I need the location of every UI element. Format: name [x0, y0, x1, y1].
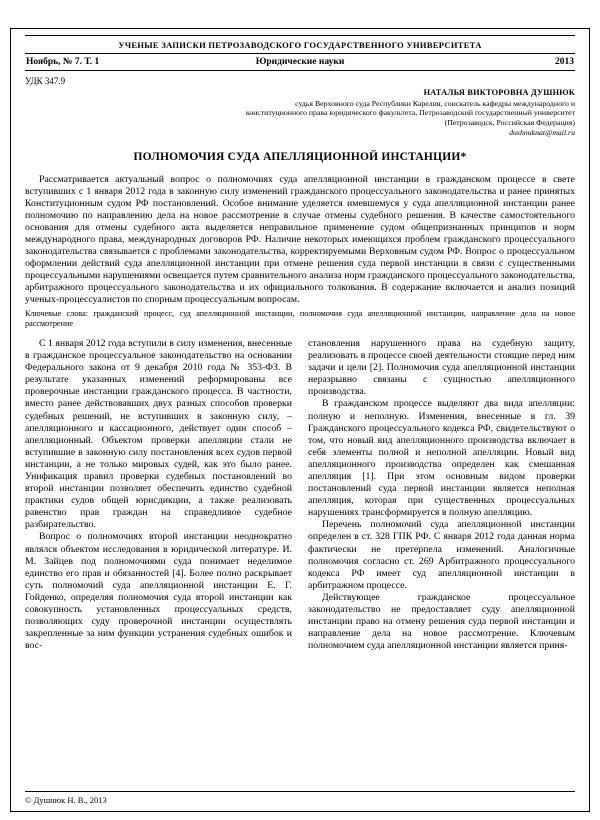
- udc-code: УДК 347.9: [25, 76, 66, 86]
- article-body: [25, 338, 575, 791]
- right-column: [308, 338, 575, 791]
- body-paragraph: В гражданском процессе выделяют два вида апелляции: полную и неполную. Изменения, внесенные в гл. 39 Гражданского процессуального кодекса РФ, свидетельствуют о том, что новый вид апелляционного производства включает в себя элементы полной и неполной апелляции. Новый вид апелляционного производства определен как смешанная апелляция [1]. При этом основным видом проверки постановлений суда первой инстанции является неполная апелляция, которая при существенных процессуальных нарушениях трансформируется в полную апелляцию.: [308, 398, 575, 519]
- body-paragraph: Перечень полномочий суда апелляционной инстанции определен в ст. 328 ГПК РФ. С января 2012 года данная норма фактически не претерпела изменений. Аналогичные полномочия согласно ст. 269 Арбитражного процессуального кодекса РФ имеет суд апелляционной инстанции в арбитражном процессе.: [308, 519, 575, 591]
- body-paragraph: Действующее гражданское процессуальное законодательство не предоставляет суду апелляционной инстанции право на отмену решения суда первой инстанции и направление дела на новое рассмотрение. Ключевым полномочием суда апелляционной инстанции является приня-: [308, 591, 575, 652]
- journal-title: УЧЕНЫЕ ЗАПИСКИ ПЕТРОЗАВОДСКОГО ГОСУДАРСТВЕННОГО УНИВЕРСИТЕТА: [25, 35, 575, 54]
- author-block: [245, 88, 575, 138]
- journal-page: [10, 28, 590, 812]
- keywords-line: Ключевые слова: гражданский процесс, суд апелляционной инстанции, полномочия суда апелляционной инстанции, направление дела на новое рассмотрение: [25, 308, 575, 328]
- issue-row: [25, 54, 575, 71]
- author-email: dushnuknat@mail.ru: [509, 128, 575, 138]
- section-name: Юридические науки: [255, 57, 345, 67]
- abstract-text: Рассматривается актуальный вопрос о полномочиях суда апелляционной инстанции в гражданском процессе в свете вступивших с 1 января 2012 года в законную силу изменений гражданского процессуального законодательства и ранее принятых Конституционным судом РФ постановлений. Особое внимание уделяется имевшемуся у суда апелляционной инстанции ранее полномочию по направлению дела на новое рассмотрение в случае отмены судебного решения. В качестве самостоятельного основания для отмены судебного акта выделяется неправильное применение судом общепризнанных принципов и норм международного права, международных договоров РФ. Наличие некоторых имеющихся проблем гражданского процессуального законодательства связывается с проблемами законодательства, корректируемыми Верховным судом РФ. Вопрос о процессуальном оформлении действий суда апелляционной инстанции при отмене решения суда первой инстанции в связи с существенными процессуальными нарушениями освещается путем сравнительного анализа норм гражданского процессуального законодательства, арбитражного процессуального законодательства и их официального толкования. В содержание включается и анализ позиций ученых-процессуалистов по спорным процессуальным вопросам.: [25, 173, 575, 305]
- author-name: НАТАЛЬЯ ВИКТОРОВНА ДУШНЮК: [423, 88, 575, 97]
- issue-year: 2013: [555, 57, 575, 67]
- footer: [25, 791, 575, 805]
- copyright-notice: © Душнюк Н. В., 2013: [25, 795, 107, 805]
- body-paragraph: становления нарушенного права на судебную защиту, реализовать в процессе своей деятельности стоящие перед ним задачи и цели [2]. Полномочия суда апелляционной инстанции неразрывно связаны с сущностью апелляционного производства.: [308, 337, 575, 398]
- author-affiliation: судья Верховного суда Республики Карелия, соискатель кафедры международного и конституционного права юридического факультета, Петрозаводский государственный университет (Петрозаводск, Российская Федерация): [245, 98, 575, 127]
- body-paragraph: Вопрос о полномочиях второй инстанции неоднократно являлся объектом исследования в юридической литературе. И. М. Зайцев под полномочиями суда понимает неделимое единство его прав и обязанностей [4]. Более полно раскрывает суть полномочий суда апелляционной инстанции Е. Г. Гойденко, определяя полномочия суда второй инстанции как совокупность установленных процессуальных средств, позволяющих суду проверочной инстанции осуществлять закрепленные за ним функции устранения судебных ошибок и вос-: [25, 531, 292, 652]
- left-column: [25, 338, 292, 791]
- issue-number: Ноябрь, № 7. Т. 1: [26, 57, 100, 67]
- body-paragraph: С 1 января 2012 года вступили в силу изменения, внесенные в гражданское процессуальное законодательство на основании Федерального закона от 9 декабря 2010 года № 353-ФЗ. В результате указанных изменений реформированы все проверочные инстанции гражданского процесса. В частности, вместо ранее действовавших двух разных способов проверки судебных решений, не вступивших в законную силу, – апелляционного и кассационного, действует один способ – апелляционный. Объектом проверки апелляции стали не вступившие в законную силу постановления всех судов первой инстанции, а не только мировых судей, как это было ранее. Унификация правил проверки судебных постановлений во второй инстанции позволяет обеспечить единство судебной практики судов общей юрисдикции, а также реализовать равенство прав граждан на справедливое судебное разбирательство.: [25, 337, 292, 531]
- article-title: ПОЛНОМОЧИЯ СУДА АПЕЛЛЯЦИОННОЙ ИНСТАНЦИИ*: [133, 150, 467, 163]
